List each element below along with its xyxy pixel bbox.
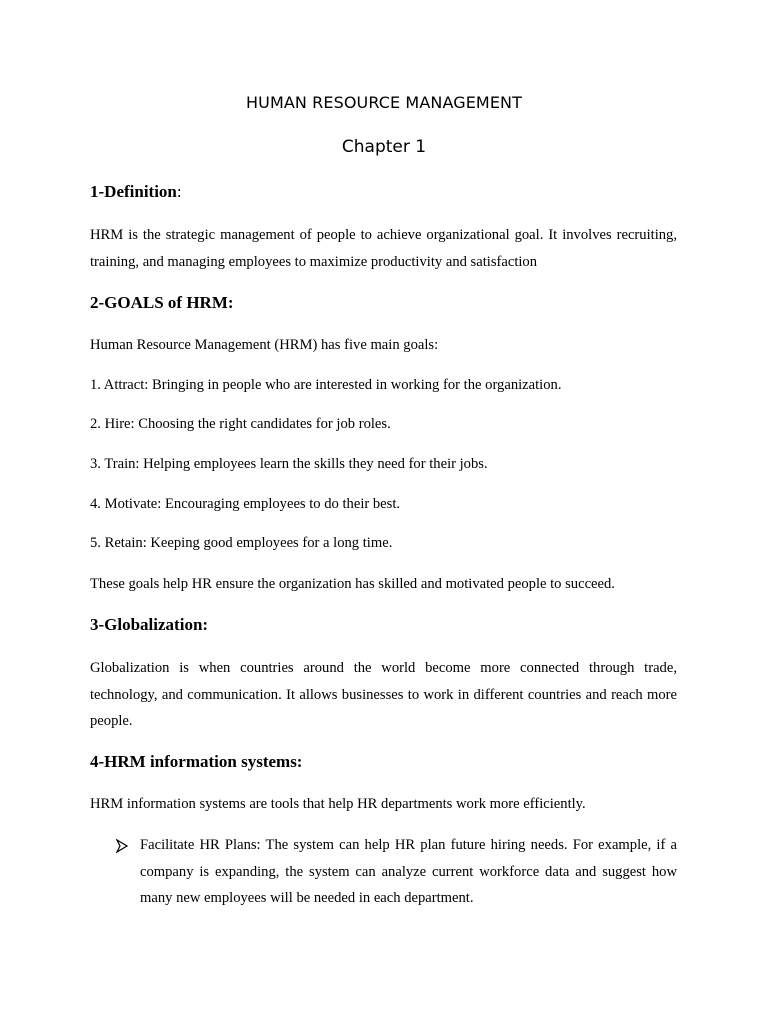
heading-colon: :	[176, 182, 182, 201]
goal-item: 1. Attract: Bringing in people who are interested in working for the organization.	[90, 377, 562, 393]
goal-item: 5. Retain: Keeping good employees for a long time.	[90, 535, 393, 551]
goal-item: 2. Hire: Choosing the right candidates for job roles.	[90, 416, 391, 432]
section-heading-definition	[90, 182, 182, 202]
globalization-paragraph: Globalization is when countries around the world become more connected through trade, technology, and communication. It allows businesses to work in different countries and reach more people.	[90, 660, 677, 730]
arrowhead-bullet-icon	[116, 839, 128, 853]
chapter-title: Chapter 1	[341, 137, 427, 157]
arrowhead-bullet-icon-graphic	[116, 839, 128, 853]
section-heading-globalization: 3-Globalization:	[90, 615, 209, 634]
definition-paragraph: HRM is the strategic management of people to achieve organizational goal. It involves recruiting, training, and managing employees to maximize productivity and satisfaction	[90, 227, 677, 270]
goal-item: 4. Motivate: Encouraging employees to do their best.	[90, 496, 401, 512]
goals-intro: Human Resource Management (HRM) has five main goals:	[90, 337, 439, 353]
document-title: HUMAN RESOURCE MANAGEMENT	[246, 93, 522, 112]
goal-item: 3. Train: Helping employees learn the skills they need for their jobs.	[90, 456, 488, 472]
section-heading-text: 1-Definition	[90, 182, 177, 201]
goals-closing: These goals help HR ensure the organization has skilled and motivated people to succeed.	[90, 576, 615, 592]
section-heading-hrm-systems: 4-HRM information systems:	[90, 752, 303, 771]
section-heading-goals: 2-GOALS of HRM:	[90, 293, 234, 312]
hrm-systems-intro: HRM information systems are tools that help HR departments work more efficiently.	[90, 796, 586, 812]
bullet-text: Facilitate HR Plans: The system can help HR plan future hiring needs. For example, if a company is expanding, the system can analyze current workforce data and suggest how many new employees will be needed in each department.	[140, 837, 677, 907]
